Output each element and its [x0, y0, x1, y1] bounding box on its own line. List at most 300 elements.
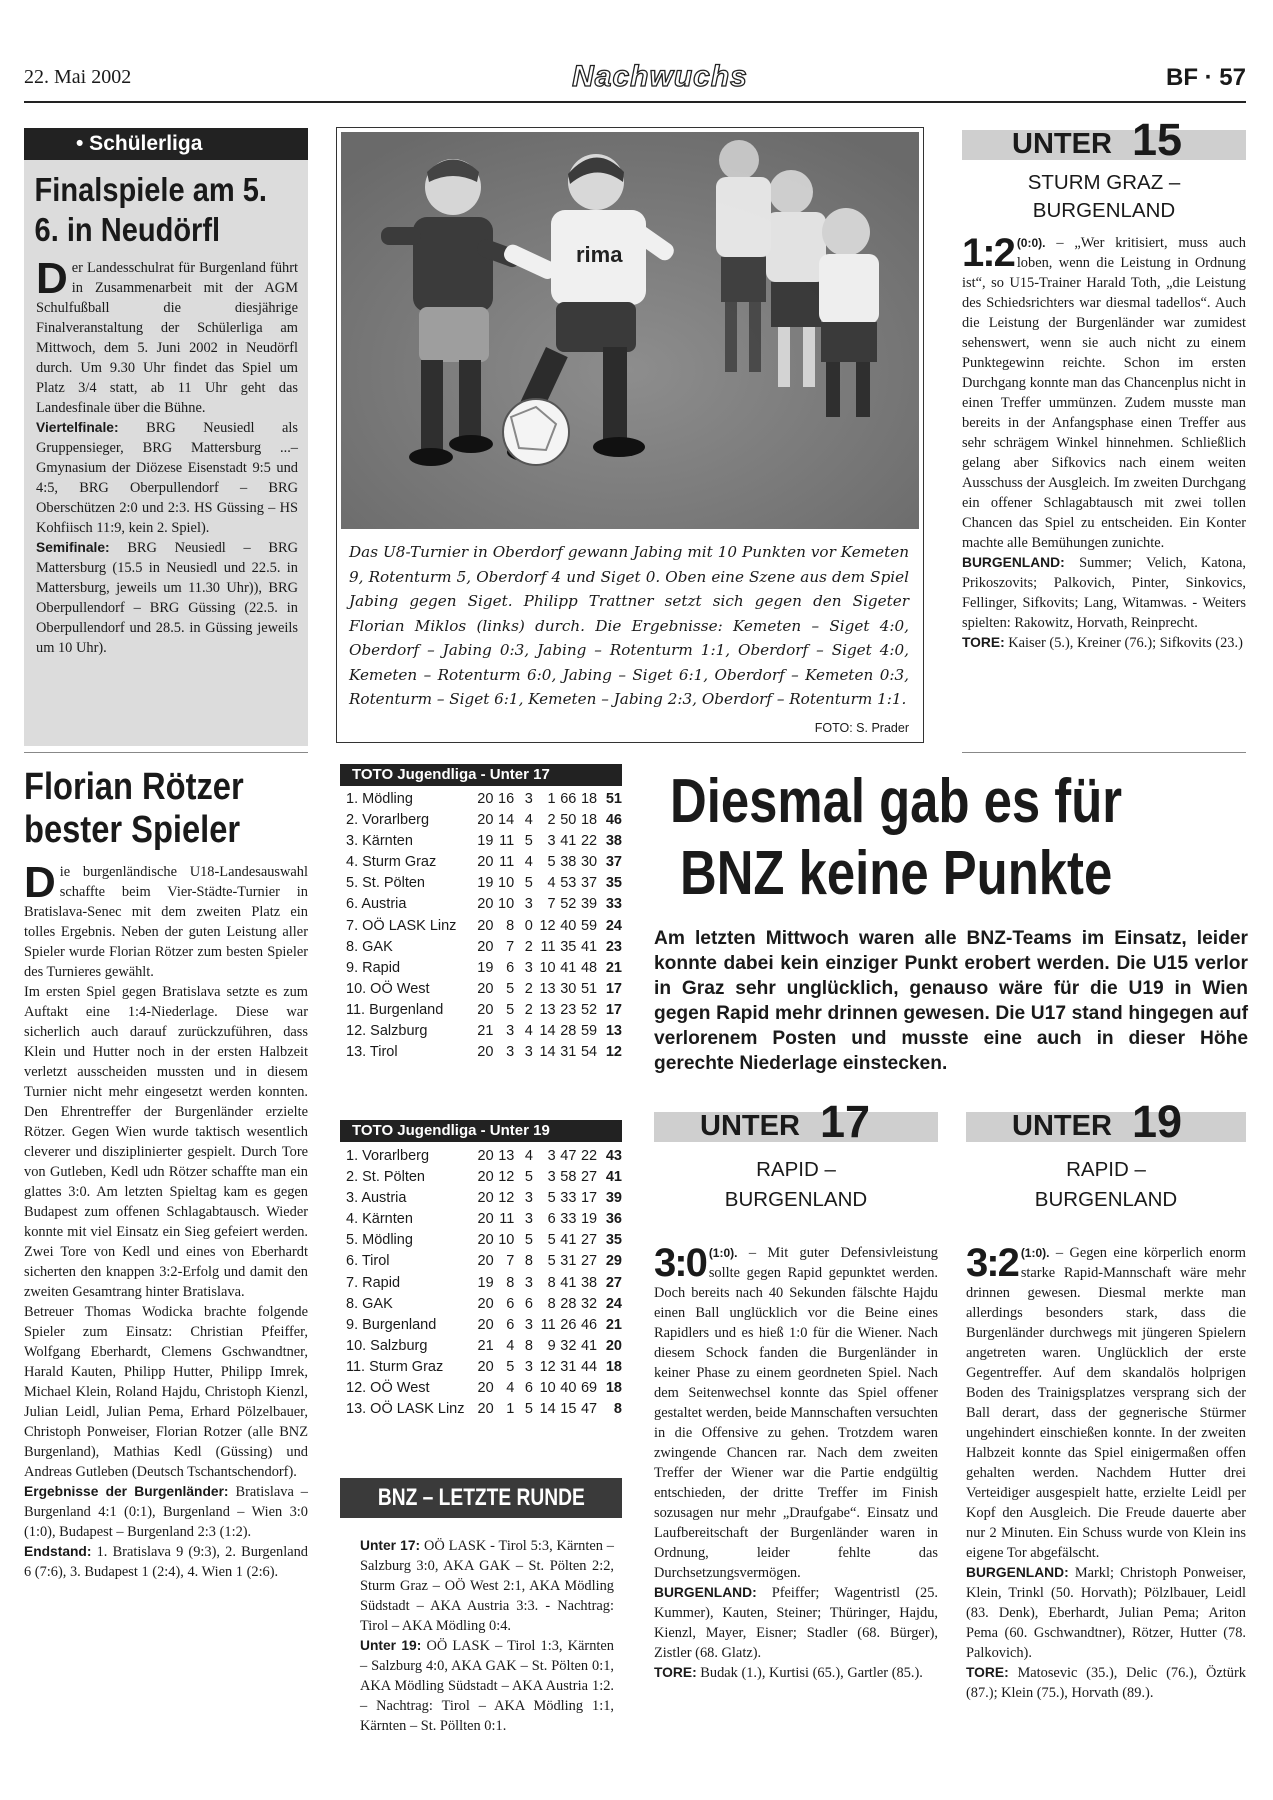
stat-cell: 3	[547, 833, 556, 850]
team-name: 13. Tirol	[346, 1044, 398, 1061]
stat-cell: 18	[580, 812, 598, 829]
stat-cell: 46	[580, 1316, 598, 1333]
team-name: 7. Rapid	[346, 1274, 401, 1291]
stat-cell: 40	[560, 1380, 577, 1397]
stat-cell: 3	[506, 1044, 515, 1061]
stat-cell: 41	[560, 959, 577, 976]
stat-cell: 30	[560, 980, 577, 997]
photo-box	[336, 127, 924, 743]
points-cell: 24	[605, 1295, 622, 1312]
stat-cell: 20	[477, 938, 494, 955]
points-cell: 51	[605, 791, 622, 807]
stat-cell: 5	[547, 1253, 556, 1270]
table-row	[340, 852, 622, 873]
match-photo	[341, 132, 919, 529]
divider-right-top	[962, 752, 1246, 753]
points-cell: 36	[605, 1211, 622, 1228]
roetzer-body	[24, 858, 309, 1582]
table-u19	[340, 1120, 622, 1420]
roetzer-standing: 1. Bratislava 9 (9:3), 2. Burgenland 6 (7:6), 3. Budapest 1 (2:4), 4. Wien 1 (2:6).	[24, 1544, 308, 1580]
table-u19-body	[340, 1146, 622, 1420]
team-name: 11. Burgenland	[346, 1001, 444, 1018]
semifinale-text: BRG Neusiedl – BRG Mattersburg (15.5 in Neusiedl und 22.5. in Mattersburg, jeweils um 11.30 Uhr)), BRG Oberpullendorf – BRG Güssing (22.5. in Oberpullendorf und 28.5. in Güssing jeweils um 10 Uhr).	[36, 540, 298, 656]
stat-cell: 41	[580, 1337, 598, 1354]
table-row	[340, 1188, 622, 1209]
team-name: 4. Kärnten	[346, 1211, 413, 1228]
stat-cell: 20	[477, 917, 494, 934]
stat-cell: 40	[560, 917, 577, 934]
points-cell: 43	[605, 1148, 622, 1164]
stat-cell: 9	[547, 1337, 556, 1354]
stat-cell: 33	[560, 1190, 577, 1207]
stat-cell: 3	[524, 1044, 533, 1061]
roetzer-p3: Betreuer Thomas Wodicka brachte folgende Spieler zum Einsatz: Christian Pfeiffer, Wolfgang Eberhardt, Clemens Gschwandtner, Harald Kauten, Philipp Hutter, Philipp Imrek, Michael Klein, Roland Hajdu, Christoph Kienzl, Julian Leidl, Julian Pema, Erhard Pölzelbauer, Christoph Ponweiser, Florian Rotzer (alle BNZ Burgenland), Mathias Kedl (Güssing) und Andreas Gutleben (Deutsch Tschantschendorf).	[24, 1304, 308, 1480]
bnz-u17-label: Unter 17:	[360, 1538, 421, 1553]
stat-cell: 53	[560, 875, 577, 892]
stat-cell: 14	[498, 812, 515, 829]
stat-cell: 8	[547, 1274, 556, 1291]
main-lead: Am letzten Mittwoch waren alle BNZ-Teams im Einsatz, leider konnte dabei kein einziger Punkt erobert werden. Die U15 verlor in Graz sehr unglücklich, genauso wäre für die U19 in Wien gegen Rapid mehr drinnen gewesen. Die U17 stand hingegen auf verlorenem Posten und musste eine auch in dieser Höhe gerechte Niederlage einstecken.	[654, 928, 1248, 1074]
points-cell: 18	[605, 1358, 622, 1375]
u15-lineup: Summer; Velich, Katona, Prikoszovits; Palkovich, Pinter, Sinkovics, Fellinger, Sifkovits; Lang, Witamwas. - Weiters spielten: Rakowitz, Horvath, Reinprecht.	[962, 555, 1246, 631]
u19-column	[966, 1096, 1246, 1703]
u19-band-label: UNTER	[1012, 1110, 1112, 1142]
stat-cell: 5	[506, 1358, 515, 1375]
u15-text: – „Wer kritisiert, muss auch loben, wenn die Leistung in Ordnung ist“, so U15-Trainer Harald Toth, „die Leistung des Schiedsrichters war diesmal tadellos“. Auch die Leistung der Burgenländer war zumidest sehenswert, wenn sie auch nicht zu einem Punktegewinn reichte. Schon im ersten Durchgang konnte man das Chancenplus nicht in einen Treffer ummünzen. Zudem musste man bereits in der Anfangsphase einen Treffer aus sehr schrägem Winkel hinnehmen. Schließlich gelang aber Sifkovics nach einem weiten Ausschuss der Ausgleich. Im zweiten Durchgang ein offener Schlagabtausch mit zwei tollen Chancen das Spiel zu entscheiden. Ein Konter machte alle Bemühungen zunichte.	[962, 235, 1246, 551]
u15-column	[962, 114, 1246, 653]
table-u19-title: TOTO Jugendliga - Unter 19	[340, 1120, 622, 1142]
stat-cell: 20	[477, 896, 494, 913]
stat-cell: 11	[540, 938, 556, 955]
stat-cell: 20	[477, 1295, 494, 1312]
u17-lineup-label: BURGENLAND:	[654, 1585, 757, 1600]
stat-cell: 13	[539, 980, 556, 997]
u19-lineup: Markl; Christoph Ponweiser, Klein, Trinkl (50. Horvath); Pölzlbauer, Leidl (83. Denk), Eberhardt, Julian Pema; Ariton Pema (60. Gschwandtner), Rötzer, Hutter (78. Palkovich).	[966, 1565, 1246, 1661]
stat-cell: 18	[580, 791, 598, 807]
stat-cell: 3	[524, 1190, 533, 1207]
team-name: 9. Rapid	[346, 959, 401, 976]
stat-cell: 20	[477, 980, 494, 997]
u15-band-number: 15	[1132, 114, 1183, 165]
team-name: 3. Kärnten	[346, 833, 413, 850]
stat-cell: 58	[560, 1169, 577, 1186]
stat-cell: 3	[506, 1023, 515, 1040]
stat-cell: 41	[560, 1274, 577, 1291]
stat-cell: 20	[477, 1401, 494, 1418]
u15-halftime: (0:0).	[1016, 236, 1046, 250]
points-cell: 46	[605, 812, 622, 829]
stat-cell: 19	[477, 959, 494, 976]
u15-band	[962, 114, 1246, 165]
stat-cell: 12	[498, 1190, 515, 1207]
stat-cell: 54	[580, 1044, 598, 1061]
viertelfinale-text: BRG Neusiedl als Gruppensieger, BRG Mattersburg ...– Gmynasium der Diözese Eisenstadt 9:5 und 4:5, BRG Oberpullendorf – BRG Oberschützen 2:0 und 2:3. HS Güssing – HS Kohfiisch 11:9, kein 2. Spiel).	[36, 420, 298, 536]
table-row	[340, 894, 622, 915]
stat-cell: 3	[547, 1169, 556, 1186]
team-name: 10. Salzburg	[346, 1337, 428, 1354]
stat-cell: 10	[539, 959, 556, 976]
stat-cell: 41	[560, 833, 577, 850]
team-name: 12. OÖ West	[346, 1380, 430, 1397]
u19-halftime: (1:0).	[1020, 1246, 1050, 1260]
table-row	[340, 1273, 622, 1294]
stat-cell: 11	[499, 1211, 515, 1228]
stat-cell: 20	[477, 1190, 494, 1207]
points-cell: 29	[605, 1253, 622, 1270]
stat-cell: 41	[580, 938, 598, 955]
stat-cell: 27	[580, 1232, 598, 1249]
points-cell: 21	[605, 1316, 622, 1333]
photo-caption-text: Das U8-Turnier in Oberdorf gewann Jabing mit 10 Punkten vor Kemeten 9, Rotenturm 5, Oberdorf 4 und Siget 0. Oben eine Szene aus dem Spiel Jabing gegen Siget. Philipp Trattner setzt sich gegen den Sigeter Florian Miklos (links) durch. Die Ergebnisse: Kemeten – Siget 4:0, Oberdorf – Jabing 0:3, Jabing – Rotenturm 1:1, Oberdorf – Siget 4:0, Kemeten – Rotenturm 6:0, Jabing – Siget 6:1, Oberdorf – Kemeten 0:3, Rotenturm – Siget 6:1, Kemeten – Jabing 2:3, Oberdorf – Rotenturm 1:1.	[349, 543, 909, 708]
stat-cell: 48	[580, 959, 598, 976]
points-cell: 24	[605, 917, 622, 934]
table-row	[340, 958, 622, 979]
u19-band-number: 19	[1132, 1096, 1183, 1147]
stat-cell: 5	[547, 1190, 556, 1207]
points-cell: 21	[605, 959, 622, 976]
team-name: 4. Sturm Graz	[346, 854, 437, 871]
table-row	[340, 1251, 622, 1272]
stat-cell: 10	[498, 875, 515, 892]
stat-cell: 5	[524, 875, 533, 892]
schuelerliga-box	[24, 128, 308, 746]
table-row	[340, 789, 622, 810]
stat-cell: 20	[477, 1358, 494, 1375]
stat-cell: 2	[524, 980, 533, 997]
stat-cell: 39	[580, 896, 598, 913]
points-cell: 18	[605, 1380, 622, 1397]
stat-cell: 20	[477, 1316, 494, 1333]
u19-score: 3:2	[966, 1241, 1018, 1285]
stat-cell: 6	[506, 1316, 515, 1333]
table-row	[340, 831, 622, 852]
roetzer-p1: ie burgenländische U18-Landesauswahl schaffte beim Vier-Städte-Turnier in Bratislava-Senec mit dem zweiten Platz ein tolles Ergebnis. Neben der guten Leistung aller Spieler wurde Florian Rötzer zum besten Spieler des Turnieres gewählt.	[24, 864, 308, 980]
stat-cell: 5	[547, 1232, 556, 1249]
stat-cell: 11	[540, 1316, 556, 1333]
table-row	[340, 1042, 622, 1063]
team-name: 3. Austria	[346, 1190, 407, 1207]
table-row	[340, 1146, 622, 1167]
stat-cell: 4	[524, 1023, 533, 1040]
stat-cell: 41	[560, 1232, 577, 1249]
u19-goals-label: TORE:	[966, 1665, 1009, 1680]
u15-match-line2: BURGENLAND	[1032, 199, 1176, 222]
u17-goals: Budak (1.), Kurtisi (65.), Gartler (85.).	[696, 1665, 923, 1681]
u17-halftime: (1:0).	[708, 1246, 738, 1260]
stat-cell: 13	[498, 1148, 515, 1164]
stat-cell: 50	[560, 812, 577, 829]
divider-left-top	[24, 752, 308, 753]
bnz-last-round	[340, 1478, 622, 1736]
main-headline	[650, 766, 1250, 910]
u17-match-line1: RAPID –	[756, 1158, 836, 1181]
points-cell: 12	[605, 1044, 622, 1061]
stat-cell: 4	[524, 1148, 533, 1164]
stat-cell: 31	[560, 1044, 577, 1061]
stat-cell: 2	[524, 1001, 533, 1018]
points-cell: 33	[605, 896, 622, 913]
stat-cell: 19	[477, 875, 494, 892]
table-u17-title: TOTO Jugendliga - Unter 17	[340, 764, 622, 786]
table-row	[340, 1378, 622, 1399]
stat-cell: 1	[547, 791, 556, 807]
team-name: 2. St. Pölten	[346, 1169, 425, 1186]
roetzer-p2: Im ersten Spiel gegen Bratislava setzte es zum Auftakt eine 1:4-Niederlage. Diese war sicherlich auch darauf zurückzuführen, dass Klein und Hutter noch in der ersten Halbzeit verletzt ausscheiden mussten und in diesem Turnier nicht mehr eingesetzt werden konnten. Den Ehrentreffer der Burgenländer erzielte Rötzer. Gegen Wien wurde taktisch wesentlich cleverer und disziplinierter gespielt. Durch Tore von Gutleben, Kedl udn Rötzer schaffte man ein glattes 3:0. Am letzten Spieltag kam es gegen Budapest zum offenen Schlagabtausch. Wieder konnte mit viel Einsatz ein Sieg gefeiert werden. Zwei Tore von Kedl und eines von Eberhardt sicherten den knappen 3:2-Erfolg und damit den zweiten Gesamtrang hinter Bratislava.	[24, 984, 308, 1300]
stat-cell: 31	[560, 1358, 577, 1375]
stat-cell: 12	[539, 1358, 556, 1375]
u15-goals: Kaiser (5.), Kreiner (76.); Sifkovits (23.)	[1004, 635, 1243, 651]
team-name: 6. Austria	[346, 896, 407, 913]
stat-cell: 20	[477, 1044, 494, 1061]
stat-cell: 7	[506, 938, 515, 955]
u17-lineup: Pfeiffer; Wagentristl (25. Kummer), Kauten, Steiner; Thüringer, Hajdu, Kienzl, Mayer, Eisner; Stadler (68. Bürger), Zistler (68. Glatz).	[654, 1585, 938, 1661]
team-name: 7. OÖ LASK Linz	[346, 917, 457, 934]
points-cell: 37	[605, 854, 622, 871]
table-row	[340, 1021, 622, 1042]
stat-cell: 5	[524, 1169, 533, 1186]
stat-cell: 5	[524, 1401, 533, 1418]
team-name: 1. Mödling	[346, 791, 413, 807]
points-cell: 17	[605, 980, 622, 997]
stat-cell: 35	[560, 938, 577, 955]
stat-cell: 4	[524, 854, 533, 871]
stat-cell: 0	[524, 917, 533, 934]
stat-cell: 13	[539, 1001, 556, 1018]
schuelerliga-text: er Landesschulrat für Burgenland führt in Zusammenarbeit mit der AGM Schulfußball die diesjährige Finalveranstaltung der Schülerliga am Mittwoch, dem 5. Juni 2002 in Neudörfl durch. Um 9.30 Uhr findet das Spiel um Platz 3/4 statt, ab 11 Uhr geht das Landesfinale über die Bühne.	[36, 260, 298, 416]
stat-cell: 8	[524, 1253, 533, 1270]
stat-cell: 3	[524, 959, 533, 976]
team-name: 10. OÖ West	[346, 980, 430, 997]
table-row	[340, 1000, 622, 1021]
stat-cell: 38	[580, 1274, 598, 1291]
schuelerliga-dropcap: D	[36, 254, 68, 303]
shirt-text: rima	[576, 242, 623, 267]
stat-cell: 5	[524, 1232, 533, 1249]
stat-cell: 12	[498, 1169, 515, 1186]
semifinale-label: Semifinale:	[36, 540, 110, 555]
roetzer-results-label: Ergebnisse der Burgenländer:	[24, 1484, 229, 1499]
stat-cell: 20	[477, 791, 494, 807]
stat-cell: 3	[547, 1148, 556, 1164]
points-cell: 35	[605, 875, 622, 892]
table-row	[340, 916, 622, 937]
stat-cell: 21	[477, 1337, 494, 1354]
u17-match-line2: BURGENLAND	[724, 1188, 868, 1211]
photo-credit: FOTO: S. Prader	[814, 720, 909, 735]
stat-cell: 3	[524, 1211, 533, 1228]
stat-cell: 3	[524, 1274, 533, 1291]
bnz-u19-results: OÖ LASK – Tirol 1:3, Kärnten – Salzburg 4:0, AKA GAK – St. Pölten 0:1, AKA Mödling Südstadt – AKA Austria 1:2. – Nachtrag: Tirol – AKA Mödling 1:1, Kärnten – St. Pöllten 0:1.	[360, 1638, 614, 1734]
stat-cell: 31	[560, 1253, 577, 1270]
points-cell: 41	[605, 1169, 622, 1186]
team-name: 2. Vorarlberg	[346, 812, 430, 829]
stat-cell: 20	[477, 1001, 494, 1018]
schuelerliga-body	[24, 250, 308, 658]
stat-cell: 5	[524, 833, 533, 850]
stat-cell: 20	[477, 1211, 494, 1228]
stat-cell: 4	[506, 1337, 515, 1354]
table-row	[340, 1209, 622, 1230]
stat-cell: 19	[477, 833, 494, 850]
stat-cell: 47	[580, 1401, 598, 1418]
stat-cell: 6	[547, 1211, 556, 1228]
stat-cell: 22	[580, 833, 598, 850]
u17-goals-label: TORE:	[654, 1665, 697, 1680]
stat-cell: 14	[539, 1044, 556, 1061]
headline-line1: Diesmal gab es für	[670, 767, 1123, 836]
stat-cell: 27	[580, 1169, 598, 1186]
u17-text: – Mit guter Defensivleistung sollte gegen Rapid gepunktet werden. Doch bereits nach 40 Sekunden fälschte Hajdu einen Ball unglücklich vor die Beine eines Rapidlers und es hieß 1:0 für die Wiener. Nach diesem Schock fanden die Burgenländer in keiner Phase zu einem geordneten Spiel. Nach dem Seitenwechsel konnte das Spiel offener gestaltet werden, beide Mannschaften versuchten in die Offensive zu gehen. Trotzdem waren zwingende Chancen rar. Nach dem zweiten Treffer der Wiener war die Partie endgültig entschieden, der dritte Treffer im Finish sozusagen nur mehr „Draufgabe“. Einsatz und Laufbereitschaft der Burgenländer waren in Ordnung, leider fehlte das Durchsetzungsvermögen.	[654, 1245, 938, 1581]
table-row	[340, 1167, 622, 1188]
page-header	[24, 60, 1246, 100]
roetzer-title: Florian Rötzer bester Spieler	[24, 766, 244, 851]
points-cell: 39	[605, 1190, 622, 1207]
header-section: Nachwuchs	[572, 60, 748, 93]
table-row	[340, 937, 622, 958]
stat-cell: 44	[580, 1358, 598, 1375]
stat-cell: 10	[539, 1380, 556, 1397]
u15-band-label: UNTER	[1012, 128, 1112, 160]
team-name: 8. GAK	[346, 1295, 393, 1312]
stat-cell: 51	[580, 980, 598, 997]
team-name: 5. St. Pölten	[346, 875, 425, 892]
stat-cell: 8	[506, 917, 515, 934]
table-u17	[340, 764, 622, 1063]
table-row	[340, 1357, 622, 1378]
stat-cell: 3	[524, 791, 533, 807]
bnz-last-round-body	[340, 1536, 622, 1736]
points-cell: 17	[605, 1001, 622, 1018]
u17-band-number: 17	[820, 1096, 871, 1147]
u19-goals: Matosevic (35.), Delic (76.), Öztürk (87.); Klein (75.), Horvath (89.).	[966, 1665, 1246, 1701]
points-cell: 20	[605, 1337, 622, 1354]
table-row	[340, 873, 622, 894]
stat-cell: 20	[477, 1380, 494, 1397]
table-row	[340, 979, 622, 1000]
stat-cell: 30	[580, 854, 598, 871]
stat-cell: 23	[560, 1001, 577, 1018]
stat-cell: 5	[506, 980, 515, 997]
stat-cell: 37	[580, 875, 598, 892]
stat-cell: 33	[560, 1211, 577, 1228]
table-row	[340, 810, 622, 831]
stat-cell: 52	[560, 896, 577, 913]
stat-cell: 6	[524, 1380, 533, 1397]
u17-score: 3:0	[654, 1241, 706, 1285]
header-date: 22. Mai 2002	[24, 66, 132, 88]
stat-cell: 27	[580, 1253, 598, 1270]
stat-cell: 4	[524, 812, 533, 829]
schuelerliga-tag: • Schülerliga	[24, 128, 308, 160]
schuelerliga-title: Finalspiele am 5. 6. in Neudörfl	[34, 171, 267, 248]
team-name: 6. Tirol	[346, 1253, 390, 1270]
stat-cell: 3	[524, 1358, 533, 1375]
stat-cell: 69	[580, 1380, 598, 1397]
u19-match-line2: BURGENLAND	[1034, 1188, 1178, 1211]
stat-cell: 8	[547, 1295, 556, 1312]
stat-cell: 7	[506, 1253, 515, 1270]
headline-line2: BNZ keine Punkte	[680, 839, 1113, 908]
roetzer-article	[24, 766, 308, 1582]
u17-band-label: UNTER	[700, 1110, 800, 1142]
bnz-u19-label: Unter 19:	[360, 1638, 422, 1653]
team-name: 8. GAK	[346, 938, 393, 955]
team-name: 13. OÖ LASK Linz	[346, 1401, 465, 1418]
header-page: BF · 57	[1165, 64, 1246, 91]
stat-cell: 38	[560, 854, 577, 871]
header-rule	[24, 101, 1246, 103]
stat-cell: 8	[524, 1337, 533, 1354]
stat-cell: 14	[539, 1401, 556, 1418]
team-name: 12. Salzburg	[346, 1023, 428, 1040]
stat-cell: 20	[477, 1148, 494, 1164]
stat-cell: 20	[477, 1253, 494, 1270]
points-cell: 13	[605, 1023, 622, 1040]
stat-cell: 20	[477, 854, 494, 871]
stat-cell: 6	[524, 1295, 533, 1312]
stat-cell: 66	[560, 791, 577, 807]
photo-illustration	[341, 132, 919, 529]
u19-text: – Gegen eine körperlich enorm starke Rapid-Mannschaft wäre mehr drinnen gewesen. Diesmal merkte man allerdings besonders stark, dass die Burgenländer durchwegs mit jüngeren Spielern angetreten waren. Unglücklich der erste Gegentreffer. Auf dem skandalös holprigen Boden des Trainigsplatzes versprang sich der Ball derart, dass der gegnerische Stürmer ungehindert einschießen konnte. In der zweiten Halbzeit konnte das Spiel einigermaßen offen gehalten werden. Nachdem Hutter drei Verteidiger ausgespielt hatte, erzielte Leidl per Kopf den Ausgleich. Die Freude dauerte aber nur 2 Minuten. Ein Schuss wurde von Klein ins eigene Tor abgefälscht.	[966, 1245, 1246, 1561]
stat-cell: 10	[498, 1232, 515, 1249]
team-name: 5. Mödling	[346, 1232, 413, 1249]
table-u17-body	[340, 789, 622, 1063]
team-name: 1. Vorarlberg	[346, 1148, 430, 1164]
roetzer-results: Bratislava – Burgenland 4:1 (0:1), Burgenland – Wien 3:0 (1:0), Budapest – Burgenland 2:3 (1:2).	[24, 1484, 309, 1540]
u17-band	[654, 1096, 938, 1147]
ball-icon	[503, 399, 569, 465]
u15-goals-label: TORE:	[962, 635, 1005, 650]
viertelfinale-label: Viertelfinale:	[36, 420, 119, 435]
roetzer-standing-label: Endstand:	[24, 1544, 92, 1559]
stat-cell: 2	[524, 938, 533, 955]
stat-cell: 59	[580, 1023, 598, 1040]
stat-cell: 3	[524, 1316, 533, 1333]
stat-cell: 22	[580, 1148, 598, 1164]
points-cell: 38	[605, 833, 622, 850]
stat-cell: 15	[560, 1401, 577, 1418]
stat-cell: 6	[506, 1295, 515, 1312]
stat-cell: 26	[560, 1316, 577, 1333]
stat-cell: 12	[539, 917, 556, 934]
stat-cell: 6	[506, 959, 515, 976]
stat-cell: 19	[477, 1274, 494, 1291]
stat-cell: 19	[580, 1211, 598, 1228]
stat-cell: 14	[539, 1023, 556, 1040]
stat-cell: 59	[580, 917, 598, 934]
stat-cell: 32	[580, 1295, 598, 1312]
stat-cell: 20	[477, 812, 494, 829]
points-cell: 27	[605, 1274, 622, 1291]
stat-cell: 20	[477, 1169, 494, 1186]
stat-cell: 17	[580, 1190, 598, 1207]
stat-cell: 4	[547, 875, 556, 892]
table-row	[340, 1294, 622, 1315]
points-cell: 8	[613, 1401, 622, 1418]
u15-match-line1: STURM GRAZ –	[1027, 171, 1181, 194]
u19-match-line1: RAPID –	[1066, 1158, 1146, 1181]
team-name: 11. Sturm Graz	[346, 1358, 444, 1375]
table-row	[340, 1230, 622, 1251]
bnz-u17-results: OÖ LASK - Tirol 5:3, Kärnten – Salzburg 3:0, AKA GAK – St. Pölten 2:2, Sturm Graz – OÖ West 2:1, AKA Mödling Südstadt – AKA Austria 3:3. - Nachtrag: Tirol – AKA Mödling 0:4.	[360, 1538, 614, 1634]
u17-body	[654, 1243, 938, 1683]
table-row	[340, 1336, 622, 1357]
u17-column	[654, 1096, 938, 1683]
roetzer-dropcap: D	[24, 858, 56, 907]
stat-cell: 5	[547, 854, 556, 871]
stat-cell: 4	[506, 1380, 515, 1397]
u19-body	[966, 1243, 1246, 1703]
